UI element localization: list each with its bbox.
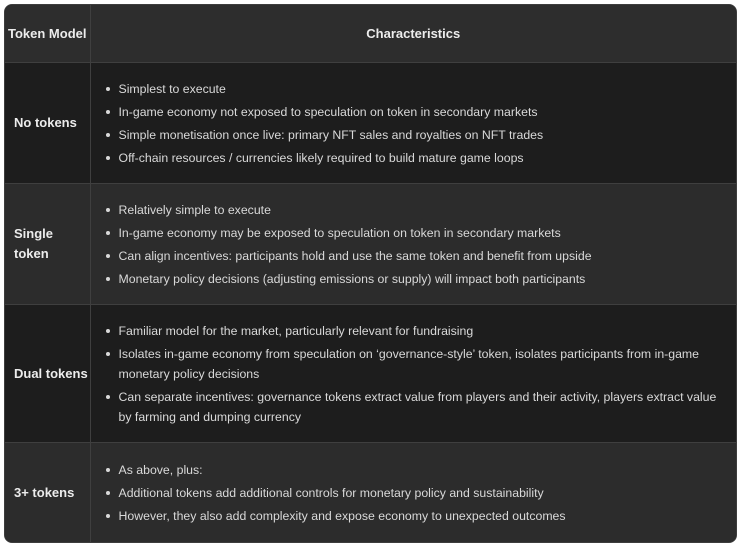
- list-item: Isolates in-game economy from speculation on ‘governance-style’ token, isolates participants from in-game monetary policy decisions: [105, 344, 725, 384]
- header-characteristics: Characteristics: [90, 5, 736, 63]
- row-name-no-tokens: No tokens: [5, 63, 90, 184]
- row-characteristics: [90, 184, 736, 305]
- row-name-single-token: Single token: [5, 184, 90, 305]
- list-item: Simple monetisation once live: primary NFT sales and royalties on NFT trades: [105, 125, 725, 145]
- table-row: [5, 443, 736, 543]
- list-item: Relatively simple to execute: [105, 200, 725, 220]
- row-characteristics: [90, 63, 736, 184]
- row-name-3plus-tokens: 3+ tokens: [5, 443, 90, 543]
- list-item: Monetary policy decisions (adjusting emissions or supply) will impact both participants: [105, 269, 725, 289]
- list-item: However, they also add complexity and expose economy to unexpected outcomes: [105, 506, 725, 526]
- list-item: In-game economy may be exposed to speculation on token in secondary markets: [105, 223, 725, 243]
- list-item: Off-chain resources / currencies likely required to build mature game loops: [105, 148, 725, 168]
- table-header-row: [5, 5, 736, 63]
- row-characteristics: [90, 443, 736, 543]
- row-characteristics: [90, 305, 736, 443]
- list-item: In-game economy not exposed to speculation on token in secondary markets: [105, 102, 725, 122]
- list-item: Can separate incentives: governance tokens extract value from players and their activity, players extract value by farming and dumping currency: [105, 387, 725, 427]
- token-model-table: [5, 5, 736, 542]
- table-row: [5, 184, 736, 305]
- header-token-model: Token Model: [5, 5, 90, 63]
- list-item: Additional tokens add additional controls for monetary policy and sustainability: [105, 483, 725, 503]
- token-model-table-container: [4, 4, 737, 543]
- list-item: Familiar model for the market, particularly relevant for fundraising: [105, 321, 725, 341]
- table-row: [5, 63, 736, 184]
- row-name-dual-tokens: Dual tokens: [5, 305, 90, 443]
- list-item: As above, plus:: [105, 460, 725, 480]
- list-item: Can align incentives: participants hold and use the same token and benefit from upside: [105, 246, 725, 266]
- table-row: [5, 305, 736, 443]
- list-item: Simplest to execute: [105, 79, 725, 99]
